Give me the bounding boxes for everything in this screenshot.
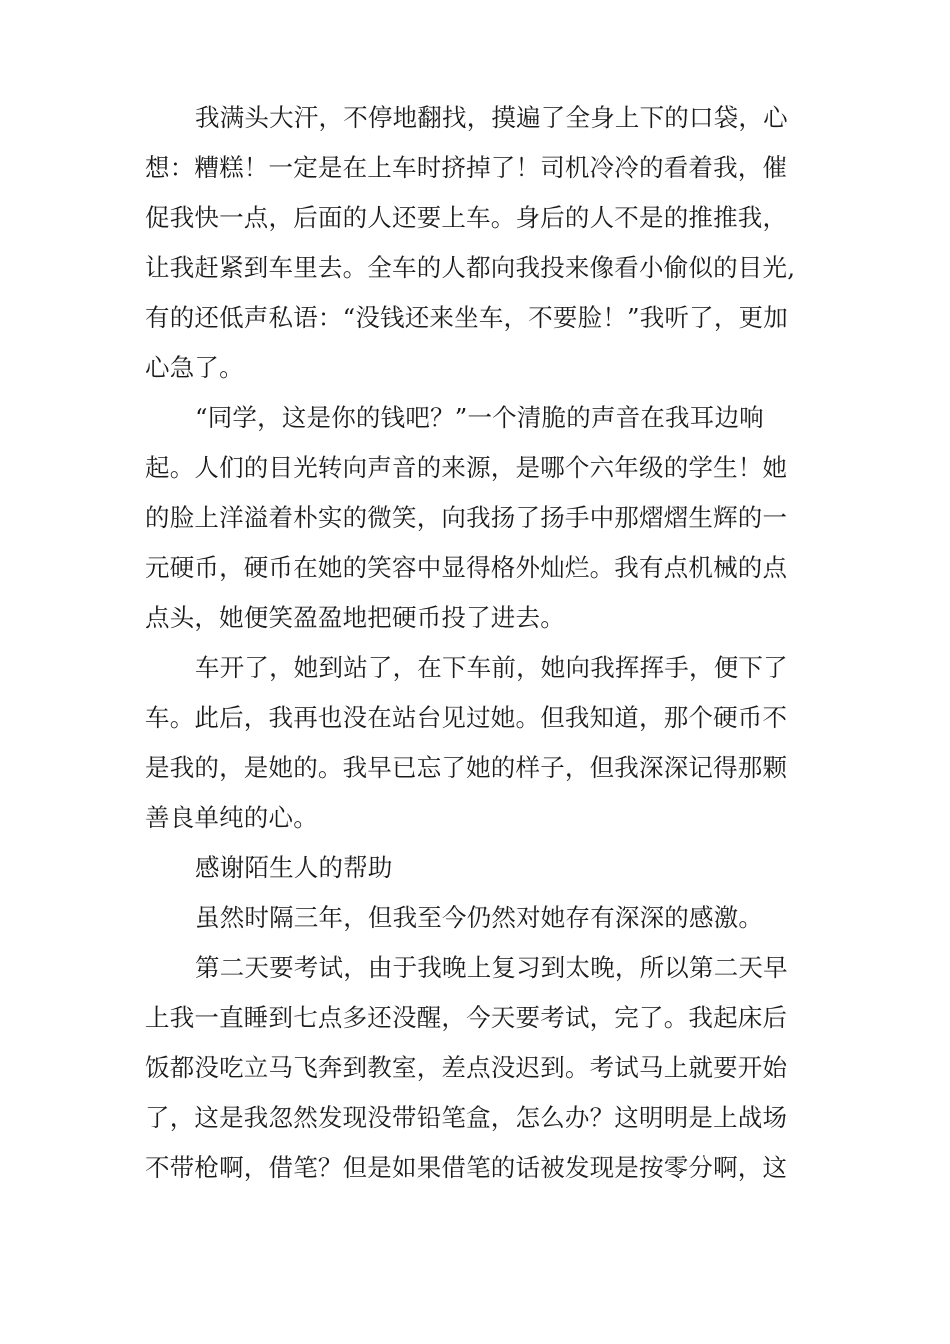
text-line: 促我快一点，后面的人还要上车。身后的人不是的推推我， <box>145 203 788 232</box>
paragraph-3 <box>145 643 810 843</box>
text-line: 上我一直睡到七点多还没醒，今天要考试，完了。我起床后 <box>145 1003 788 1032</box>
text-line: 第二天要考试，由于我晚上复习到太晚，所以第二天早 <box>195 953 788 982</box>
paragraph-6 <box>145 943 810 1193</box>
text-line: 起。人们的目光转向声音的来源，是哪个六年级的学生！她 <box>145 453 788 482</box>
text-line: 是我的，是她的。我早已忘了她的样子，但我深深记得那颗 <box>145 753 788 782</box>
paragraph-1 <box>145 93 810 393</box>
text-line: 心急了。 <box>145 353 244 382</box>
section-title-text: 感谢陌生人的帮助 <box>195 853 393 882</box>
paragraph-2 <box>145 393 810 643</box>
text-line: 车开了，她到站了，在下车前，她向我挥挥手，便下了 <box>195 653 788 682</box>
text-line: 点头，她便笑盈盈地把硬币投了进去。 <box>145 603 565 632</box>
text-line: 我满头大汗，不停地翻找，摸遍了全身上下的口袋，心 <box>195 103 788 132</box>
text-line: 元硬币，硬币在她的笑容中显得格外灿烂。我有点机械的点 <box>145 553 788 582</box>
paragraph-5 <box>145 893 810 943</box>
text-line: “同学，这是你的钱吧？”一个清脆的声音在我耳边响 <box>195 403 764 432</box>
text-line: 想：糟糕！一定是在上车时挤掉了！司机冷冷的看着我，催 <box>145 153 788 182</box>
text-line: 有的还低声私语：“没钱还来坐车，不要脸！”我听了，更加 <box>145 303 788 332</box>
text-line: 不带枪啊，借笔？但是如果借笔的话被发现是按零分啊，这 <box>145 1153 788 1182</box>
document-page <box>145 93 810 1193</box>
text-line: 的脸上洋溢着朴实的微笑，向我扬了扬手中那熠熠生辉的一 <box>145 503 788 532</box>
text-line: 善良单纯的心。 <box>145 803 318 832</box>
text-line: 让我赶紧到车里去。全车的人都向我投来像看小偷似的目光, <box>145 253 796 282</box>
section-title <box>145 843 810 893</box>
text-line: 虽然时隔三年，但我至今仍然对她存有深深的感激。 <box>195 903 764 932</box>
text-line: 了，这是我忽然发现没带铅笔盒，怎么办？这明明是上战场 <box>145 1103 788 1132</box>
text-line: 饭都没吃立马飞奔到教室，差点没迟到。考试马上就要开始 <box>145 1053 788 1082</box>
text-line: 车。此后，我再也没在站台见过她。但我知道，那个硬币不 <box>145 703 788 732</box>
